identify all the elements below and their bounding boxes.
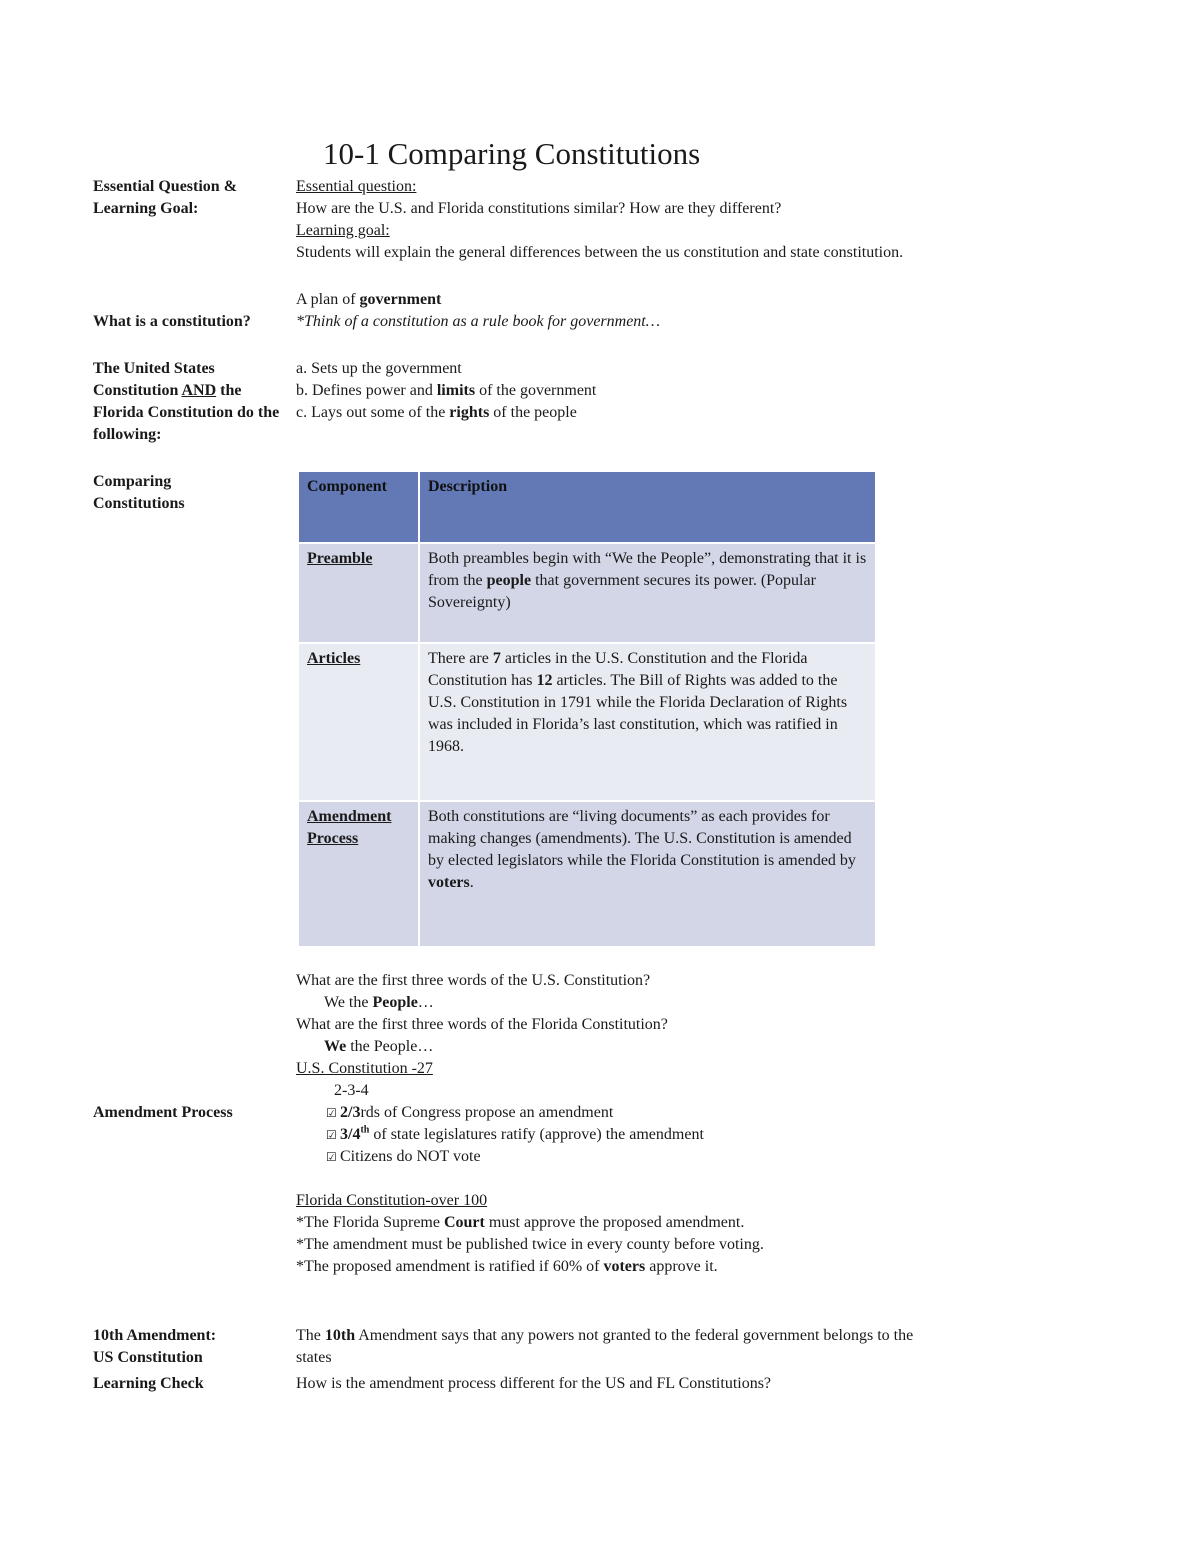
comparing-label: Comparing Constitutions [93, 473, 185, 512]
learning-check-text: How is the amendment process different for the US and FL Constitutions? [296, 1375, 772, 1392]
learning-goal-text: Students will explain the general differences between the us constitution and state constitution. [296, 244, 904, 261]
what-is-label: What is a constitution? [93, 313, 251, 330]
tenth-amendment-text: The 10th Amendment says that any powers not granted to the federal government belongs to the states [296, 1327, 914, 1366]
header-component: Component [298, 471, 419, 543]
list-item: ☑ Citizens do NOT vote [296, 1146, 936, 1168]
list-item: ☑ 3/4th of state legislatures ratify (approve) the amendment [296, 1124, 936, 1146]
list-item: *The Florida Supreme Court must approve the proposed amendment. [296, 1214, 745, 1231]
amendment-process-content [296, 970, 936, 1278]
essential-question-text: How are the U.S. and Florida constitutions similar? How are they different? [296, 200, 782, 217]
list-item: c. Lays out some of the rights of the people [296, 404, 577, 421]
component-amendment: Amendment Process [298, 801, 419, 947]
checkbox-bullet-icon: ☑ [326, 1150, 337, 1164]
table-row [298, 801, 876, 947]
answer-us: We the People… [324, 994, 434, 1011]
list-item: ☑ 2/3rds of Congress propose an amendment [296, 1102, 936, 1124]
page-title: 10-1 Comparing Constitutions [323, 136, 701, 171]
table-row [298, 543, 876, 643]
checkbox-bullet-icon: ☑ [326, 1128, 337, 1142]
table-header-row [298, 471, 876, 543]
both-do-label: The United States Constitution AND the Florida Constitution do the following: [93, 360, 280, 443]
essential-question-heading: Essential question: [296, 178, 417, 195]
us-constitution-heading: U.S. Constitution -27 [296, 1060, 433, 1077]
essential-content [296, 176, 921, 264]
description-preamble: Both preambles begin with “We the People”, demonstrating that it is from the people that government secures its power. (Popular Sovereignty) [419, 543, 876, 643]
us-code: 2-3-4 [334, 1082, 369, 1099]
learning-check-label: Learning Check [93, 1375, 204, 1392]
question-fl: What are the first three words of the Florida Constitution? [296, 1016, 668, 1033]
list-item: *The amendment must be published twice in every county before voting. [296, 1236, 764, 1253]
component-preamble: Preamble [298, 543, 419, 643]
essential-label: Essential Question & Learning Goal: [93, 178, 238, 217]
florida-constitution-heading: Florida Constitution-over 100 [296, 1192, 488, 1209]
amendment-process-label: Amendment Process [93, 1104, 233, 1121]
description-articles: There are 7 articles in the U.S. Constitution and the Florida Constitution has 12 articles. The Bill of Rights was added to the U.S. Constitution in 1791 while the Florida Declaration of Rights was included in Florida’s last constitution, which was ratified in 1968. [419, 643, 876, 801]
list-item: b. Defines power and limits of the government [296, 382, 597, 399]
comparison-table [297, 470, 877, 948]
learning-goal-heading: Learning goal: [296, 222, 390, 239]
header-description: Description [419, 471, 876, 543]
checkbox-bullet-icon: ☑ [326, 1106, 337, 1120]
question-us: What are the first three words of the U.S. Constitution? [296, 972, 651, 989]
tenth-amendment-label: 10th Amendment: US Constitution [93, 1327, 217, 1366]
both-do-list [296, 358, 936, 424]
table-row [298, 643, 876, 801]
list-item: a. Sets up the government [296, 360, 462, 377]
answer-fl: We the People… [324, 1038, 434, 1055]
constitution-definition: A plan of government *Think of a constitution as a rule book for government… [296, 291, 660, 330]
component-articles: Articles [298, 643, 419, 801]
list-item: *The proposed amendment is ratified if 60% of voters approve it. [296, 1258, 718, 1275]
description-amendment: Both constitutions are “living documents” as each provides for making changes (amendments). The U.S. Constitution is amended by elected legislators while the Florida Constitution is amended by voters. [419, 801, 876, 947]
